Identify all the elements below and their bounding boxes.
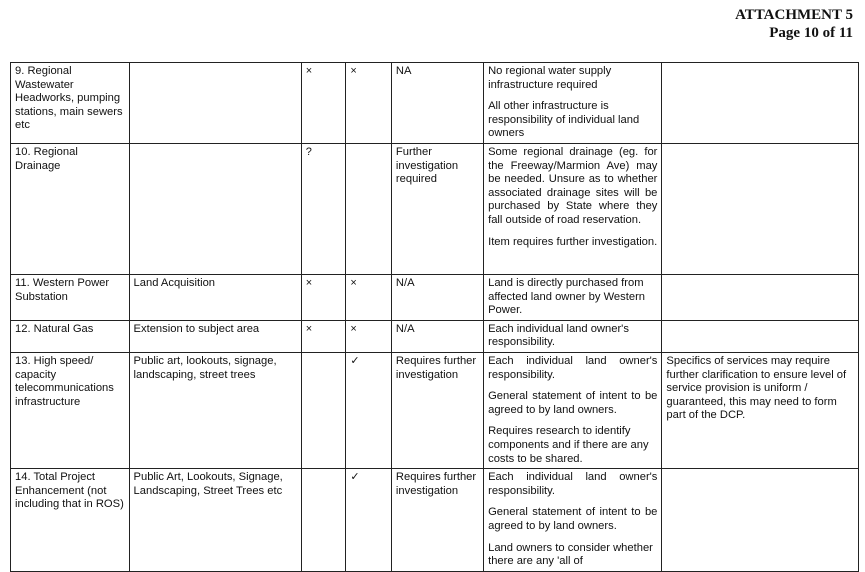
comments-cell [662,320,859,352]
table-row [11,352,859,468]
scope-cell [129,63,301,144]
note-paragraph: Requires research to identify components and if there are any costs to be shared. [488,425,649,465]
status-cell: N/A [391,275,483,321]
scope-cell: Public art, lookouts, signage, landscaping, street trees [129,352,301,468]
status-cell: NA [391,63,483,144]
mark-cell: × [301,275,346,321]
mark-cell: ✓ [346,352,392,468]
table-row [11,320,859,352]
item-cell: 11. Western Power Substation [11,275,130,321]
item-cell: 13. High speed/ capacity telecommunications infrastructure [11,352,130,468]
note-paragraph: General statement of intent to be agreed to by land owners. [488,390,658,416]
item-cell: 12. Natural Gas [11,320,130,352]
table-row [11,63,859,144]
scope-cell: Public Art, Lookouts, Signage, Landscaping, Street Trees etc [129,469,301,572]
notes-cell [484,320,662,352]
page-number: Page 10 of 11 [769,25,853,41]
note-paragraph: Land owners to consider whether there are any 'all of [488,541,653,568]
note-paragraph: No regional water supply infrastructure required [488,65,612,91]
scope-cell: Land Acquisition [129,275,301,321]
table-row [11,275,859,321]
item-cell: 9. Regional Wastewater Headworks, pumping stations, main sewers etc [11,63,130,144]
infrastructure-table [10,62,859,572]
table-row [11,469,859,572]
table-row [11,144,859,275]
mark-cell [301,352,346,468]
note-paragraph: Land is directly purchased from affected land owner by Western Power. [488,277,646,317]
notes-cell [484,275,662,321]
mark-cell: × [346,320,392,352]
mark-cell [301,469,346,572]
status-cell: Requires further investigation [391,469,483,572]
status-cell: N/A [391,320,483,352]
mark-cell: × [301,320,346,352]
note-paragraph: Each individual land owner's responsibility. [488,471,658,497]
status-cell: Requires further investigation [391,352,483,468]
status-cell: Further investigation required [391,144,483,275]
mark-cell: ? [301,144,346,275]
comments-cell [662,63,859,144]
mark-cell: × [346,63,392,144]
mark-cell: × [301,63,346,144]
note-paragraph: All other infrastructure is responsibility of individual land owners [488,100,640,140]
note-paragraph: Each individual land owner's responsibility. [488,354,658,381]
item-cell: 14. Total Project Enhancement (not including that in ROS) [11,469,130,572]
item-cell: 10. Regional Drainage [11,144,130,275]
mark-cell [346,144,392,275]
comments-cell [662,144,859,275]
note-paragraph: General statement of intent to be agreed to by land owners. [488,506,658,532]
comments-cell [662,469,859,572]
comments-cell: Specifics of services may require further clarification to ensure level of service provision is uniform / guaranteed, this may need to form part of the DCP. [662,352,859,468]
scope-cell [129,144,301,275]
mark-cell: × [346,275,392,321]
attachment-header [735,6,853,42]
note-paragraph: Some regional drainage (eg. for the Freeway/Marmion Ave) may be needed. Unsure as to whether associated drainage sites will be purchased by State where they fall outside of road reservation. [488,146,658,226]
attachment-label: ATTACHMENT 5 [735,7,853,23]
notes-cell [484,469,662,572]
notes-cell [484,352,662,468]
comments-cell [662,275,859,321]
scope-cell: Extension to subject area [129,320,301,352]
notes-cell [484,144,662,275]
notes-cell [484,63,662,144]
note-paragraph: Each individual land owner's responsibility. [488,322,629,349]
mark-cell: ✓ [346,469,392,572]
note-paragraph: Item requires further investigation. [488,235,658,248]
